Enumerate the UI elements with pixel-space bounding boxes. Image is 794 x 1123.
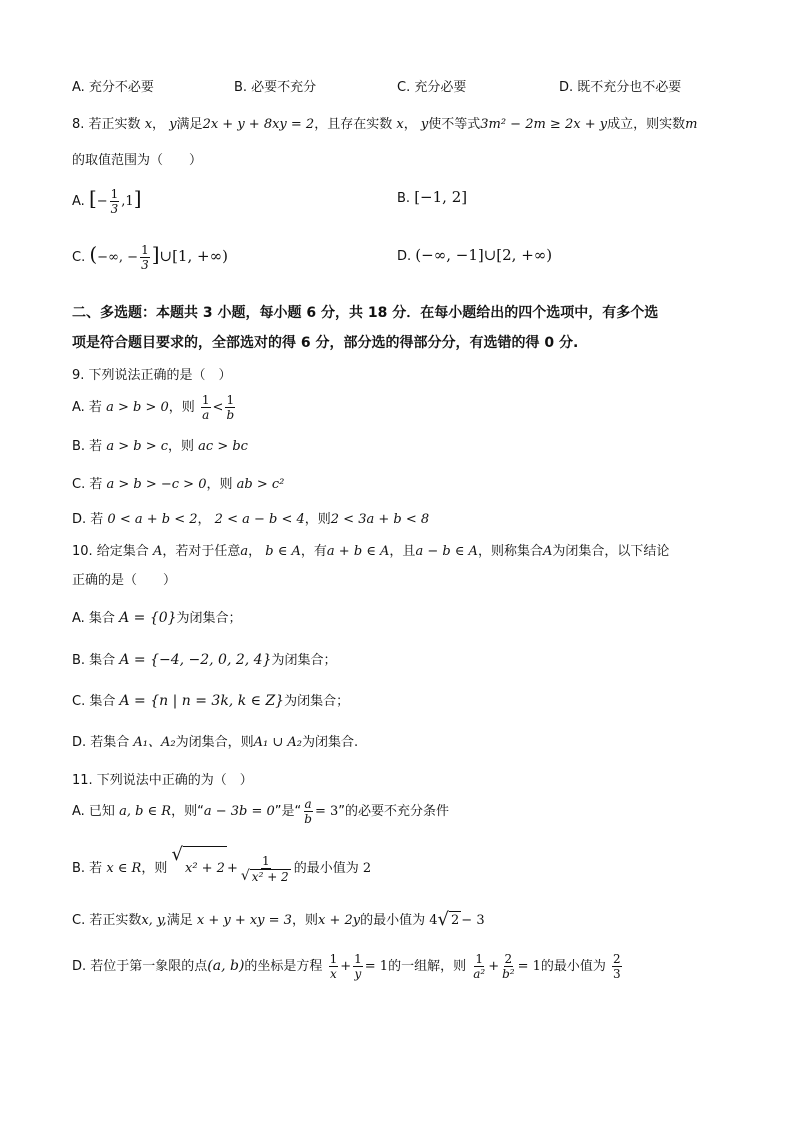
q8-stem-text: 使不等式	[428, 117, 481, 132]
option-label: B. 若	[72, 861, 103, 876]
q10-text: ，有	[300, 544, 327, 559]
q9-c-mid: ，则	[206, 477, 233, 492]
option-label: D. 若集合	[72, 735, 130, 750]
q9-a-condition: a > b > 0	[106, 400, 169, 415]
q10-var-a: a	[240, 544, 249, 559]
fraction-den: b	[304, 812, 312, 826]
less-than: <	[212, 400, 224, 415]
q11-c-vars: x, y,	[141, 913, 167, 928]
q11-b-value: 2	[362, 861, 372, 876]
q8-var-x: x	[396, 117, 404, 132]
option-label: D. 若	[72, 512, 104, 527]
q11-option-d	[72, 944, 624, 989]
fraction-den: 3	[141, 258, 149, 272]
q8-var-y: y	[420, 117, 429, 132]
q10-stem-line2: 正确的是（ ）	[72, 573, 177, 588]
q9-d-sep: ，	[197, 512, 211, 527]
q8-option-c: C. (−∞, − $\frac{1}{3}$ ]∪[1, +∞)	[72, 242, 228, 272]
q10-text: ，若对于任意	[162, 544, 241, 559]
fraction-num: 1	[226, 393, 235, 407]
q8-stem-text: ，且存在实数	[314, 117, 393, 132]
option-label: B. 若	[72, 439, 103, 454]
fraction	[353, 952, 363, 981]
fraction-den: 3	[110, 202, 119, 216]
q11-d-point: (a, b)	[207, 958, 245, 974]
q10-option-c	[72, 692, 349, 711]
fraction-num: 1	[354, 952, 362, 966]
option-label: A.	[72, 194, 85, 209]
q10-stem	[72, 543, 669, 561]
q9-c-condition: a > b > −c > 0	[106, 477, 207, 492]
q8-option-b	[397, 185, 467, 211]
q11-c-condition: x + y + xy = 3	[196, 913, 292, 928]
q11-b-post: 的最小值为	[293, 861, 359, 876]
q9-d-mid: ，则	[304, 512, 331, 527]
option-label: B.	[397, 191, 411, 206]
fraction-num: 1	[261, 853, 270, 868]
section-header-line1: 二、多选题：本题共 3 小题，每小题 6 分，共 18 分．在每小题给出的四个选项中，有多个选	[72, 305, 659, 321]
q11-a-math: a, b ∈ R	[119, 804, 172, 819]
q11-option-c	[72, 911, 485, 930]
q10-d-math: A₁、A₂	[133, 735, 176, 750]
q11-option-b	[72, 846, 371, 891]
q9-option-d	[72, 511, 429, 529]
q8-stem-line2: 的取值范围为（ ）	[72, 153, 203, 168]
q8-stem-text: 8. 若正实数	[72, 117, 141, 132]
fraction-num: 1	[201, 393, 210, 407]
q11-d-mid: 的一组解，则	[388, 959, 467, 974]
q10-c-post: 为闭集合；	[284, 694, 350, 709]
section-header-line2: 项是符合题目要求的，全部选对的得 6 分，部分选的得部分分，有选错的得 0 分.	[72, 335, 579, 351]
q10-d-post: 为闭集合.	[302, 735, 359, 750]
option-label: A. 已知	[72, 804, 115, 819]
q10-math: a − b ∈ A	[415, 544, 478, 559]
q8-var-m: m	[685, 117, 698, 132]
option-label: C. 若	[72, 477, 103, 492]
q10-b-math: A = {−4, −2, 0, 2, 4}	[119, 652, 272, 668]
q8-condition: 2x + y + 8xy = 2	[202, 117, 315, 132]
q8-option-a: A. [− $\frac{1}{3}$ ,1]	[72, 186, 142, 216]
option-label: C.	[72, 250, 86, 265]
q9-a-mid: ，则	[168, 400, 195, 415]
q11-a-post: ”的必要不充分条件	[338, 804, 449, 819]
q10-var-A: A	[542, 544, 553, 559]
fraction	[240, 854, 292, 884]
sqrt: √ x² + 2	[240, 867, 289, 884]
q10-a-post: 为闭集合；	[176, 611, 242, 626]
q11-a-eq: = 3	[314, 804, 339, 819]
q10-b-post: 为闭集合；	[271, 653, 337, 668]
q10-option-a	[72, 609, 242, 628]
fraction-num: 1	[110, 187, 119, 201]
option-label: A. 集合	[72, 611, 115, 626]
q10-text: 为闭集合，以下结论	[552, 544, 670, 559]
fraction	[329, 952, 339, 981]
q8-option-a-tail: ,1	[121, 194, 134, 209]
q11-d-mid: 的坐标是方程	[244, 959, 323, 974]
q11-c-value: 4	[429, 913, 438, 928]
q10-var-A: A	[152, 544, 163, 559]
q11-d-mid: 的最小值为	[540, 959, 606, 974]
fraction-num: 1	[329, 952, 338, 966]
q8-stem-text: 成立，则实数	[607, 117, 686, 132]
q11-a-mid: ，则“	[171, 804, 204, 819]
q9-option-c	[72, 476, 284, 494]
q7-option-d: D. 既不充分也不必要	[559, 80, 682, 95]
q9-option-b	[72, 438, 248, 456]
q11-c-mid: ，则	[291, 913, 318, 928]
q9-b-condition: a > b > c	[106, 439, 168, 454]
q7-option-c: C. 充分必要	[397, 80, 467, 95]
q11-a-mid: ”是“	[274, 804, 302, 819]
fraction	[201, 393, 211, 422]
q8-comma: ，	[403, 117, 417, 132]
q10-math: a + b ∈ A	[326, 544, 390, 559]
q9-d-condition1: 0 < a + b < 2	[107, 512, 198, 527]
q11-c-expr: x + 2y	[317, 913, 361, 928]
sqrt-body: x² + 2	[251, 869, 289, 884]
q9-stem: 9. 下列说法正确的是（ ）	[72, 368, 232, 383]
option-label: D.	[397, 249, 412, 264]
q8-comma: ，	[152, 117, 166, 132]
q8-option-d	[397, 243, 552, 269]
q11-option-a	[72, 792, 449, 832]
fraction	[472, 952, 486, 981]
q10-text: 10. 给定集合	[72, 544, 149, 559]
sqrt: √ x² + 2	[172, 846, 227, 891]
q11-stem: 11. 下列说法中正确的为（ ）	[72, 773, 253, 788]
plus: +	[488, 959, 500, 974]
q10-text: ，则称集合	[477, 544, 543, 559]
fraction-den: 3	[613, 967, 621, 981]
option-label: C. 集合	[72, 694, 116, 709]
q8-stem	[72, 116, 697, 134]
fraction	[225, 393, 235, 422]
fraction-num: 1	[475, 952, 484, 966]
q11-c-mid: 满足	[166, 913, 193, 928]
q7-option-b: B. 必要不充分	[234, 80, 317, 95]
fraction-num: a	[304, 797, 312, 811]
option-label: A. 若	[72, 400, 102, 415]
q9-c-result: ab > c²	[236, 477, 285, 492]
q8-option-a-math: [	[88, 186, 97, 210]
q9-option-a	[72, 388, 237, 428]
fraction	[303, 797, 313, 826]
sqrt: √ 2	[437, 909, 460, 930]
q10-text: ，且	[389, 544, 416, 559]
fraction	[612, 952, 622, 981]
q11-c-value: − 3	[461, 913, 485, 928]
q10-text: ，	[248, 544, 262, 559]
fraction	[140, 243, 150, 272]
option-label: B. 集合	[72, 653, 116, 668]
equals: = 1	[517, 959, 541, 974]
q11-a-math: a − 3b = 0	[203, 804, 275, 819]
fraction-num: 1	[141, 243, 149, 257]
fraction-den: a	[202, 408, 210, 422]
fraction-den: a²	[473, 967, 486, 981]
q10-d-mid: 为闭集合，则	[175, 735, 254, 750]
fraction-den: x	[330, 967, 337, 981]
fraction-den: b²	[502, 967, 515, 981]
q9-b-mid: ，则	[168, 439, 195, 454]
q8-option-b-math: [−1, 2]	[414, 188, 468, 206]
plus: +	[340, 959, 352, 974]
plus: +	[226, 861, 238, 876]
q10-option-d	[72, 734, 358, 752]
fraction-den: y	[354, 967, 362, 981]
q9-d-result: 2 < 3a + b < 8	[330, 512, 430, 527]
q10-c-math: A = {n | n = 3k, k ∈ Z}	[119, 693, 285, 709]
q10-a-math: A = {0}	[119, 610, 177, 626]
q8-stem-text: 满足	[176, 117, 203, 132]
q8-var-y: y	[169, 117, 177, 132]
q10-math: b ∈ A	[265, 544, 301, 559]
equals: = 1	[364, 959, 389, 974]
fraction-num: 2	[504, 952, 513, 966]
q8-option-d-math: (−∞, −1]∪[2, +∞)	[415, 246, 553, 264]
option-label: D. 若位于第一象限的点	[72, 959, 208, 974]
q11-b-math: x ∈ R	[106, 861, 142, 876]
q7-option-a: A. 充分不必要	[72, 80, 154, 95]
fraction	[501, 952, 516, 981]
q8-inequality: 3m² − 2m ≥ 2x + y	[480, 117, 608, 132]
fraction-num: 2	[613, 952, 621, 966]
q10-d-math: A₁ ∪ A₂	[253, 735, 302, 750]
q11-b-mid: ，则	[141, 861, 168, 876]
q8-option-c-math: ∪[1, +∞)	[159, 247, 228, 265]
q11-c-mid: 的最小值为	[360, 913, 426, 928]
sqrt-body: x² + 2	[183, 846, 227, 891]
q8-option-c-math: −∞, −	[97, 250, 139, 265]
option-label: C. 若正实数	[72, 913, 142, 928]
q10-option-b	[72, 651, 337, 670]
q8-var-x: x	[144, 117, 153, 132]
fraction-den: b	[226, 408, 235, 422]
fraction	[110, 187, 120, 216]
q9-b-result: ac > bc	[198, 439, 248, 454]
sqrt-body: 2	[451, 913, 460, 928]
q9-d-condition2: 2 < a − b < 4	[214, 512, 305, 527]
